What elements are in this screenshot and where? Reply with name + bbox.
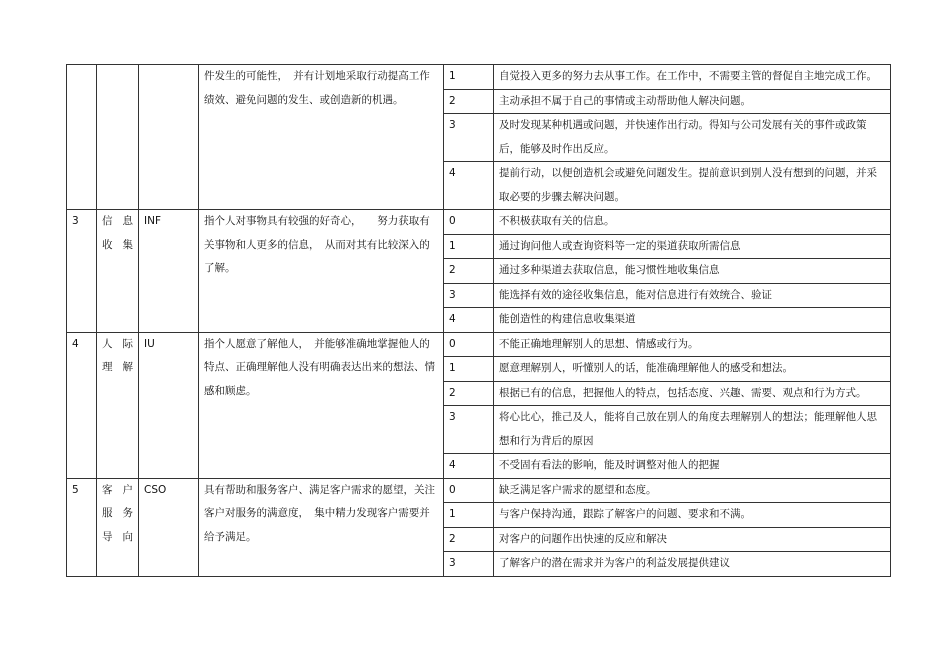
level-number: 1: [444, 503, 494, 528]
level-description: 不积极获取有关的信息。: [494, 210, 891, 235]
competency-definition: 指个人愿意了解他人， 并能够准确地掌握他人的特点、正确理解他人没有明确表达出来的想法、情感和顾虑。: [199, 332, 444, 478]
competency-name: [97, 65, 139, 210]
level-description: 主动承担不属于自己的事情或主动帮助他人解决问题。: [494, 89, 891, 114]
level-number: 4: [444, 308, 494, 333]
level-number: 3: [444, 283, 494, 308]
level-description: 了解客户的潜在需求并为客户的利益发展提供建议: [494, 552, 891, 577]
competency-number: 4: [67, 332, 97, 478]
level-description: 愿意理解别人，听懂别人的话，能准确理解他人的感受和想法。: [494, 357, 891, 382]
table-row: [67, 210, 891, 235]
competency-name: 信息收集: [97, 210, 139, 333]
competency-definition: 具有帮助和服务客户、满足客户需求的愿望，关注客户对服务的满意度， 集中精力发现客户需要并给予满足。: [199, 478, 444, 576]
level-number: 2: [444, 259, 494, 284]
level-description: 能选择有效的途径收集信息，能对信息进行有效统合、验证: [494, 283, 891, 308]
level-description: 与客户保持沟通，跟踪了解客户的问题、要求和不满。: [494, 503, 891, 528]
competency-name: 客户服务导向: [97, 478, 139, 576]
level-description: 通过多种渠道去获取信息，能习惯性地收集信息: [494, 259, 891, 284]
level-number: 2: [444, 527, 494, 552]
level-number: 4: [444, 162, 494, 210]
competency-number: 5: [67, 478, 97, 576]
level-description: 根据已有的信息，把握他人的特点，包括态度、兴趣、需要、观点和行为方式。: [494, 381, 891, 406]
level-number: 0: [444, 332, 494, 357]
level-number: 1: [444, 357, 494, 382]
level-number: 2: [444, 381, 494, 406]
level-description: 及时发现某种机遇或问题，并快速作出行动。得知与公司发展有关的事件或政策后，能够及时作出反应。: [494, 114, 891, 162]
level-description: 对客户的问题作出快速的反应和解决: [494, 527, 891, 552]
competency-code: CSO: [139, 478, 199, 576]
competency-table: [66, 64, 891, 577]
level-description: 不受固有看法的影响，能及时调整对他人的把握: [494, 454, 891, 479]
level-number: 4: [444, 454, 494, 479]
level-description: 缺乏满足客户需求的愿望和态度。: [494, 478, 891, 503]
competency-number: [67, 65, 97, 210]
competency-definition: 指个人对事物具有较强的好奇心， 努力获取有关事物和人更多的信息， 从而对其有比较深入的了解。: [199, 210, 444, 333]
table-row: [67, 65, 891, 90]
level-description: 自觉投入更多的努力去从事工作。在工作中，不需要主管的督促自主地完成工作。: [494, 65, 891, 90]
competency-number: 3: [67, 210, 97, 333]
level-number: 3: [444, 406, 494, 454]
competency-code: INF: [139, 210, 199, 333]
level-description: 提前行动，以便创造机会或避免问题发生。提前意识到别人没有想到的问题，并采取必要的步骤去解决问题。: [494, 162, 891, 210]
level-number: 1: [444, 65, 494, 90]
level-number: 1: [444, 234, 494, 259]
table-row: [67, 332, 891, 357]
level-description: 不能正确地理解别人的思想、情感或行为。: [494, 332, 891, 357]
level-number: 0: [444, 478, 494, 503]
level-number: 2: [444, 89, 494, 114]
level-description: 将心比心，推己及人，能将自己放在别人的角度去理解别人的想法；能理解他人思想和行为背后的原因: [494, 406, 891, 454]
level-description: 通过询问他人或查询资料等一定的渠道获取所需信息: [494, 234, 891, 259]
competency-name: 人际理解: [97, 332, 139, 478]
competency-definition: 件发生的可能性， 并有计划地采取行动提高工作绩效、避免问题的发生、或创造新的机遇。: [199, 65, 444, 210]
level-number: 0: [444, 210, 494, 235]
level-number: 3: [444, 114, 494, 162]
competency-code: [139, 65, 199, 210]
competency-code: IU: [139, 332, 199, 478]
level-description: 能创造性的构建信息收集渠道: [494, 308, 891, 333]
table-row: [67, 478, 891, 503]
level-number: 3: [444, 552, 494, 577]
